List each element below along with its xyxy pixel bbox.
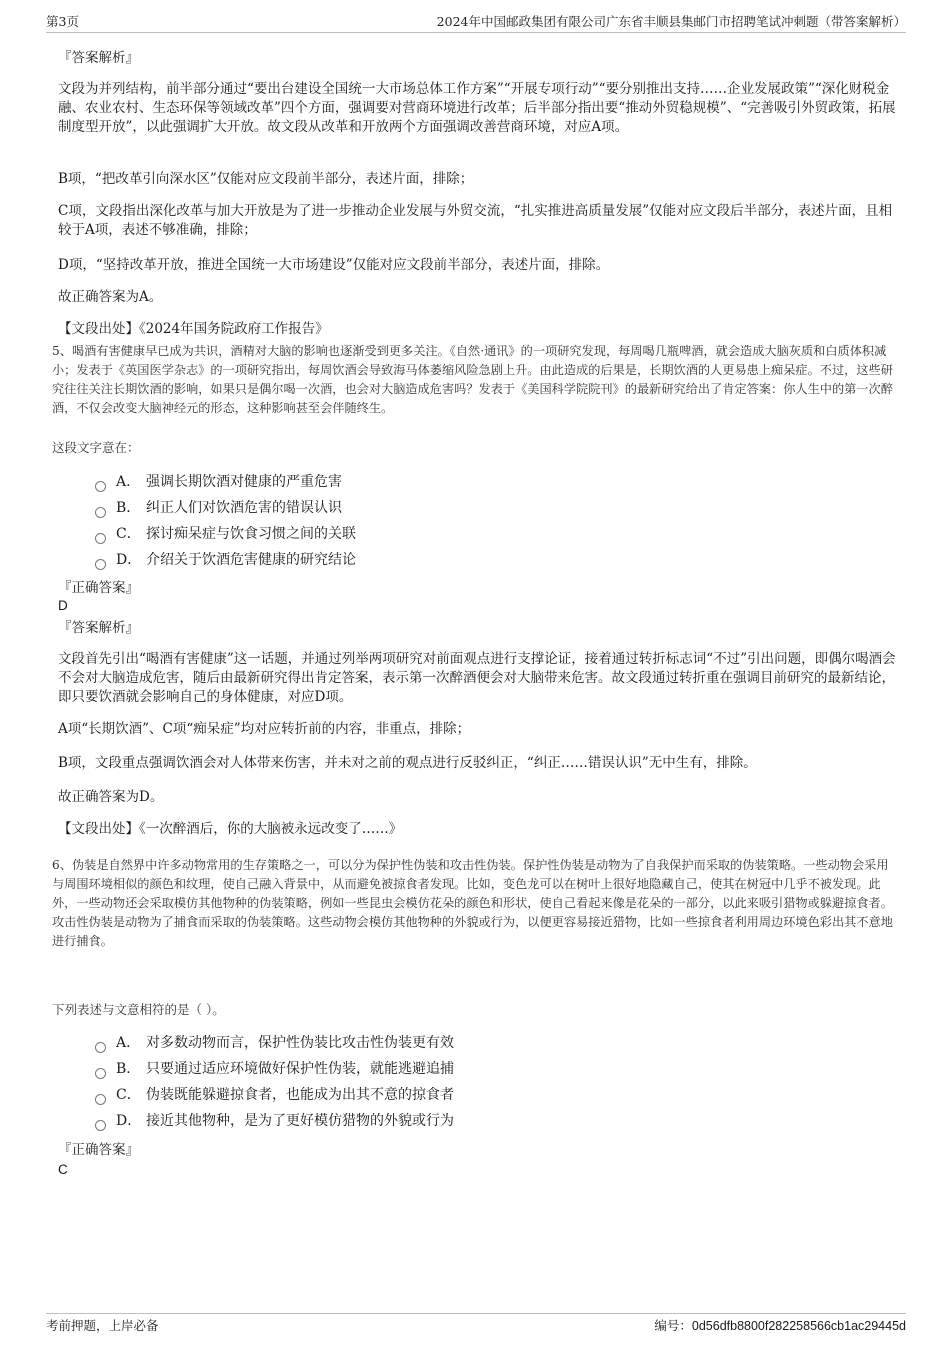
radio-button-icon[interactable] (95, 481, 106, 492)
page-footer (46, 1313, 906, 1333)
radio-button-icon[interactable] (95, 1068, 106, 1079)
option-text: 介绍关于饮酒危害健康的研究结论 (146, 552, 356, 568)
question-stem: 5、喝酒有害健康早已成为共识，酒精对大脑的影响也逐渐受到更多关注。《自然·通讯》的一项研究发现，每周喝几瓶啤酒，就会造成大脑灰质和白质体积减小；发表于《英国医学杂志》的一项研究指出，每周饮酒会导致海马体萎缩风险急剧上升。由此造成的后果是，长期饮酒的人更易患上痴呆症。不过，这些研究往往关注长期饮酒的影响，如果只是偶尔喝一次酒，也会对大脑造成危害吗？发表于《美国科学院院刊》的最新研究给出了肯定答案：你人生中的第一次醉酒，不仅会改变大脑神经元的形态，这种影响甚至会伴随终生。 (52, 344, 893, 415)
page-header (46, 12, 906, 33)
question-prompt: 下列表述与文意相符的是（ ）。 (52, 1002, 225, 1017)
source-citation: 【文段出处】《一次醉酒后，你的大脑被永远改变了……》 (58, 821, 403, 837)
radio-button-icon[interactable] (95, 1094, 106, 1105)
option-letter: B． (116, 500, 141, 516)
answer-label: 『正确答案』 (58, 1142, 139, 1158)
page-number: 第3页 (46, 14, 79, 29)
option-text: 强调长期饮酒对健康的严重危害 (146, 474, 342, 490)
analysis-conclusion: 故正确答案为D。 (58, 789, 164, 805)
option-letter: B． (116, 1061, 141, 1077)
option-c[interactable] (95, 1085, 454, 1105)
analysis-option-c: C项，文段指出深化改革与加大开放是为了进一步推动企业发展与外贸交流，“扎实推进高质量发展”仅能对应文段后半部分，表述片面，且相较于A项，表述不够准确，排除； (58, 203, 893, 238)
analysis-option-b: B项，文段重点强调饮酒会对人体带来伤害，并未对之前的观点进行反驳纠正，“纠正……错误认识”无中生有，排除。 (58, 755, 757, 771)
option-text: 纠正人们对饮酒危害的错误认识 (146, 500, 342, 516)
answer-label: 『正确答案』 (58, 580, 139, 596)
analysis-option-b: B项，“把改革引向深水区”仅能对应文段前半部分，表述片面，排除； (58, 171, 474, 187)
option-letter: D． (116, 1113, 142, 1129)
footer-slogan: 考前押题，上岸必备 (46, 1318, 159, 1333)
option-text: 探讨痴呆症与饮食习惯之间的关联 (146, 526, 356, 542)
analysis-conclusion: 故正确答案为A。 (58, 289, 163, 305)
question-prompt: 这段文字意在： (52, 440, 140, 455)
answer-value: D (58, 598, 68, 613)
code-label: 编号： (654, 1318, 692, 1333)
document-title: 2024年中国邮政集团有限公司广东省丰顺县集邮门市招聘笔试冲刺题（带答案解析） (436, 14, 906, 29)
option-letter: C． (116, 526, 141, 542)
option-b[interactable] (95, 498, 342, 518)
radio-button-icon[interactable] (95, 533, 106, 544)
option-c[interactable] (95, 524, 356, 544)
analysis-options-ac: A项“长期饮酒”、C项“痴呆症”均对应转折前的内容，非重点，排除； (58, 721, 471, 737)
option-text: 接近其他物种，是为了更好模仿猎物的外貌或行为 (146, 1113, 454, 1129)
option-b[interactable] (95, 1059, 454, 1079)
option-text: 伪装既能躲避掠食者，也能成为出其不意的掠食者 (146, 1087, 454, 1103)
analysis-label: 『答案解析』 (58, 620, 139, 636)
code-value: 0d56dfb8800f282258566cb1ac29445d (691, 1319, 906, 1333)
analysis-option-d: D项，“坚持改革开放，推进全国统一大市场建设”仅能对应文段前半部分，表述片面，排除。 (58, 257, 610, 273)
option-letter: A． (116, 474, 141, 490)
option-d[interactable] (95, 1111, 454, 1131)
analysis-label: 『答案解析』 (58, 50, 139, 66)
option-letter: D． (116, 552, 142, 568)
option-a[interactable] (95, 1033, 454, 1053)
option-a[interactable] (95, 472, 342, 492)
option-d[interactable] (95, 550, 356, 570)
analysis-paragraph: 文段为并列结构，前半部分通过“要出台建设全国统一大市场总体工作方案”“开展专项行动”“要分别推出支持……企业发展政策”“深化财税金融、农业农村、生态环保等领域改革”四个方面，强调要对营商环境进行改革；后半部分指出要“推动外贸稳规模”、“完善吸引外贸政策，拓展制度型开放”，以此强调扩大开放。故文段从改革和开放两个方面强调改善营商环境，对应A项。 (58, 81, 896, 135)
option-text: 只要通过适应环境做好保护性伪装，就能逃避追捕 (146, 1061, 454, 1077)
radio-button-icon[interactable] (95, 1042, 106, 1053)
radio-button-icon[interactable] (95, 507, 106, 518)
answer-value: C (58, 1162, 68, 1177)
radio-button-icon[interactable] (95, 559, 106, 570)
question-stem: 6、伪装是自然界中许多动物常用的生存策略之一，可以分为保护性伪装和攻击性伪装。保护性伪装是动物为了自我保护而采取的伪装策略。一些动物会采用与周围环境相似的颜色和纹理，使自己融入背景中，从而避免被掠食者发现。比如，变色龙可以在树叶上很好地隐藏自己，使其在树冠中几乎不被发现。此外，一些动物还会采取模仿其他物种的伪装策略，例如一些昆虫会模仿花朵的颜色和形状，使自己看起来像是花朵的一部分，以此来吸引猎物或躲避掠食者。攻击性伪装是动物为了捕食而采取的伪装策略。这些动物会模仿其他物种的外貌或行为，以便更容易接近猎物，比如一些掠食者利用周边环境色彩出其不意地进行捕食。 (52, 858, 893, 948)
option-letter: C． (116, 1087, 141, 1103)
option-letter: A． (116, 1035, 141, 1051)
analysis-paragraph: 文段首先引出“喝酒有害健康”这一话题，并通过列举两项研究对前面观点进行支撑论证，接着通过转折标志词“不过”引出问题，即偶尔喝酒会不会对大脑造成危害，随后由最新研究得出肯定答案，表示第一次醉酒便会对大脑带来危害。故文段通过转折重在强调目前研究的最新结论，即只要饮酒就会影响自己的身体健康，对应D项。 (58, 651, 896, 705)
document-code (654, 1317, 906, 1335)
option-text: 对多数动物而言，保护性伪装比攻击性伪装更有效 (146, 1035, 454, 1051)
source-citation: 【文段出处】《2024年国务院政府工作报告》 (58, 321, 329, 337)
radio-button-icon[interactable] (95, 1120, 106, 1131)
